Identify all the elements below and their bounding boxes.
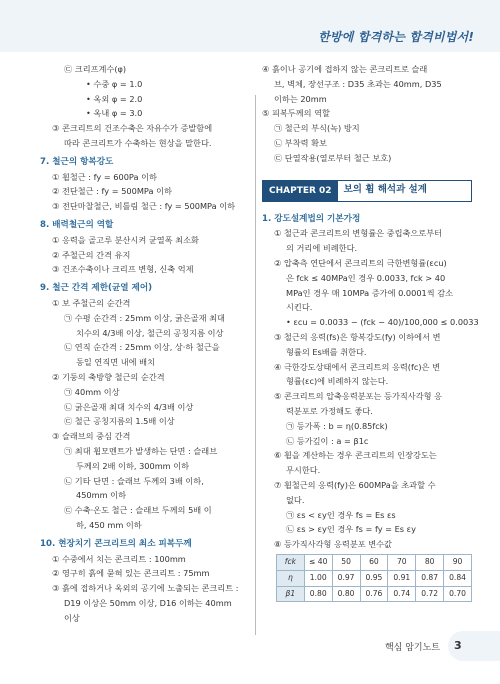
section-heading: 9. 철근 간격 제한(균열 제어) — [40, 283, 153, 294]
table-row — [277, 554, 472, 570]
right-top-list — [262, 62, 472, 166]
column-divider — [255, 95, 256, 635]
text-line: ㉠ εs < εy인 경우 fs = Es εs — [286, 509, 396, 520]
text-line: ⑧ 등가직사각형 응력분포 변수값 — [274, 539, 392, 550]
section-heading: 10. 현장치기 콘크리트의 최소 피복두께 — [40, 538, 192, 549]
text-line: ① 응력을 골고루 분산시켜 균열폭 최소화 — [52, 234, 199, 245]
text-line: ③ 전단마찰철근, 비틀림 철근 : fy = 500MPa 이하 — [52, 201, 236, 212]
text-line: 시킨다. — [286, 302, 313, 313]
text-line: D19 이상은 50mm 이상, D16 이하는 40mm — [64, 597, 232, 608]
text-line: ㉡ 연직 순간격 : 25mm 이상, 상·하 철근을 — [64, 342, 220, 353]
chapter-banner — [262, 180, 472, 202]
text-line: 따라 콘크리트가 수축하는 현상을 말한다. — [64, 137, 212, 148]
text-line: ㉢ 단열작용(열로부터 철근 보호) — [274, 152, 392, 163]
section-heading: 8. 배력철근의 역할 — [40, 219, 114, 230]
stress-block-table — [276, 554, 472, 602]
text-line: ㉡ 굵은골재 최대 치수의 4/3배 이상 — [64, 401, 194, 412]
text-line: 형률의 Es배를 취한다. — [286, 346, 367, 357]
chapter-title: 보의 휨 해석과 설계 — [343, 184, 427, 196]
table-cell: 50 — [332, 554, 360, 570]
table-cell: 0.80 — [332, 586, 360, 602]
table-cell: 0.76 — [360, 586, 388, 602]
page-number: 3 — [454, 639, 462, 652]
table-cell: 70 — [388, 554, 416, 570]
table-cell: 1.00 — [304, 570, 332, 586]
text-line: ① 보 주철근의 순간격 — [52, 297, 131, 308]
chapter-tag: CHAPTER 02 — [263, 181, 338, 201]
text-line: • 수중 φ = 1.0 — [86, 78, 143, 89]
text-line: 없다. — [286, 494, 305, 505]
text-line: 450mm 이하 — [76, 490, 126, 501]
text-line: ① 철근과 콘크리트의 변형률은 중립축으로부터 — [274, 228, 443, 239]
text-line: ⑤ 피복두께의 역할 — [262, 108, 330, 119]
text-line: ㉡ 기타 단면 : 슬래브 두께의 3배 이하, — [64, 475, 204, 486]
table-row-header: β1 — [277, 586, 305, 602]
text-line: ㉡ εs > εy인 경우 fs = fy = Es εy — [286, 524, 416, 535]
table-cell: 60 — [360, 554, 388, 570]
text-line: 치수의 4/3배 이상, 철근의 공칭지름 이상 — [76, 327, 224, 338]
table-cell: 80 — [416, 554, 444, 570]
table-cell: 0.80 — [304, 586, 332, 602]
text-line: ㉠ 수평 순간격 : 25mm 이상, 굵은골재 최대 — [64, 312, 225, 323]
header-band — [0, 0, 500, 52]
text-line: ㉡ 부착력 확보 — [274, 137, 327, 148]
text-line: 력분포로 가정해도 좋다. — [286, 405, 373, 416]
text-line: 이상 — [64, 612, 80, 623]
right-column — [262, 62, 479, 602]
text-line: ③ 건조수축이나 크리프 변형, 신축 억제 — [52, 264, 194, 275]
text-line: ㉢ 크리프계수(φ) — [64, 64, 127, 74]
text-line: 브, 벽체, 장선구조 : D35 초과는 40mm, D35 — [274, 78, 442, 89]
text-line: 이하는 20mm — [274, 93, 327, 104]
text-line: ㉠ 철근의 부식(녹) 방지 — [274, 123, 360, 134]
table-cell: 0.70 — [444, 586, 472, 602]
table-cell: 0.84 — [444, 570, 472, 586]
footer-label: 핵심 암기노트 — [384, 643, 440, 653]
table-row — [277, 586, 472, 602]
text-line: ㉢ 수축·온도 철근 : 슬래브 두께의 5배 이 — [64, 505, 212, 516]
table-row — [277, 570, 472, 586]
table-cell: ≤ 40 — [304, 554, 332, 570]
text-line: ② 전단철근 : fy = 500MPa 이하 — [52, 186, 172, 197]
text-line: ③ 콘크리트의 건조수축은 자유수가 증발함에 — [52, 123, 213, 134]
table-cell: 0.72 — [416, 586, 444, 602]
text-line: ① 수중에서 치는 콘크리트 : 100mm — [52, 553, 186, 564]
text-line: ④ 흙이나 공기에 접하지 않는 콘크리트로 슬래 — [262, 64, 428, 74]
text-line: ② 주철근의 간격 유지 — [52, 249, 131, 260]
text-line: ㉡ 등가깊이 : a = β1c — [286, 435, 369, 446]
text-line: ⑦ 휨철근의 응력(fy)은 600MPa을 초과할 수 — [274, 479, 436, 490]
left-column — [40, 62, 252, 625]
section-heading: 1. 강도설계법의 기본가정 — [262, 213, 361, 224]
text-line: ㉠ 40mm 이상 — [64, 386, 120, 397]
table-cell: 0.87 — [416, 570, 444, 586]
text-line: ⑥ 휨을 계산하는 경우 콘크리트의 인장강도는 — [274, 450, 437, 461]
table-cell: 90 — [444, 554, 472, 570]
table-cell: 0.95 — [360, 570, 388, 586]
text-line: ② 압축측 연단에서 콘크리트의 극한변형률(εcu) — [274, 257, 447, 268]
text-line: MPa인 경우 매 10MPa 증가에 0.0001씩 감소 — [286, 287, 454, 298]
text-line: ② 기둥의 축방향 철근의 순간격 — [52, 371, 165, 382]
text-line: 동일 연직면 내에 배치 — [76, 357, 155, 368]
table-cell: 0.91 — [388, 570, 416, 586]
text-line: ③ 흙에 접하거나 옥외의 공기에 노출되는 콘크리트 : — [52, 583, 239, 594]
text-line: ② 영구히 흙에 묻혀 있는 콘크리트 : 75mm — [52, 568, 210, 579]
text-line: ③ 슬래브의 중심 간격 — [52, 431, 131, 442]
text-line: ④ 극한강도상태에서 콘크리트의 응력(fc)은 변 — [274, 361, 440, 372]
header-title: 한방에 합격하는 합격비법서! — [318, 30, 474, 44]
text-line: 무시한다. — [286, 465, 321, 476]
text-line: • εcu = 0.0033 − (fck − 40)/100,000 ≤ 0.0033 — [286, 317, 479, 328]
table-row-header: η — [277, 570, 305, 586]
table-cell: 0.97 — [332, 570, 360, 586]
text-line: • 옥외 φ = 2.0 — [86, 93, 143, 104]
section-heading: 7. 철근의 항복강도 — [40, 156, 114, 167]
text-line: ① 휨철근 : fy = 600Pa 이하 — [52, 171, 157, 182]
footer — [0, 631, 500, 671]
right-bottom-list — [262, 212, 479, 552]
text-line: ㉢ 철근 공칭지름의 1.5배 이상 — [64, 416, 175, 427]
text-line: • 옥내 φ = 3.0 — [86, 108, 143, 119]
text-line: 의 거리에 비례한다. — [286, 243, 358, 254]
text-line: ㉠ 최대 휨모멘트가 발생하는 단면 : 슬래브 — [64, 445, 218, 456]
text-line: ㉠ 등가폭 : b = η(0.85fck) — [286, 420, 388, 431]
text-line: ⑤ 콘크리트의 압축응력분포는 등가직사각형 응 — [274, 391, 443, 402]
table-row-header: fck — [277, 554, 305, 570]
text-line: 하, 450 mm 이하 — [76, 519, 142, 530]
table-cell: 0.74 — [388, 586, 416, 602]
text-line: 두께의 2배 이하, 300mm 이하 — [76, 460, 190, 471]
text-line: ③ 철근의 응력(fs)은 항복강도(fy) 이하에서 변 — [274, 331, 441, 342]
text-line: 형률(εc)에 비례하지 않는다. — [286, 376, 389, 387]
text-line: 은 fck ≤ 40MPa인 경우 0.0033, fck > 40 — [286, 272, 446, 283]
